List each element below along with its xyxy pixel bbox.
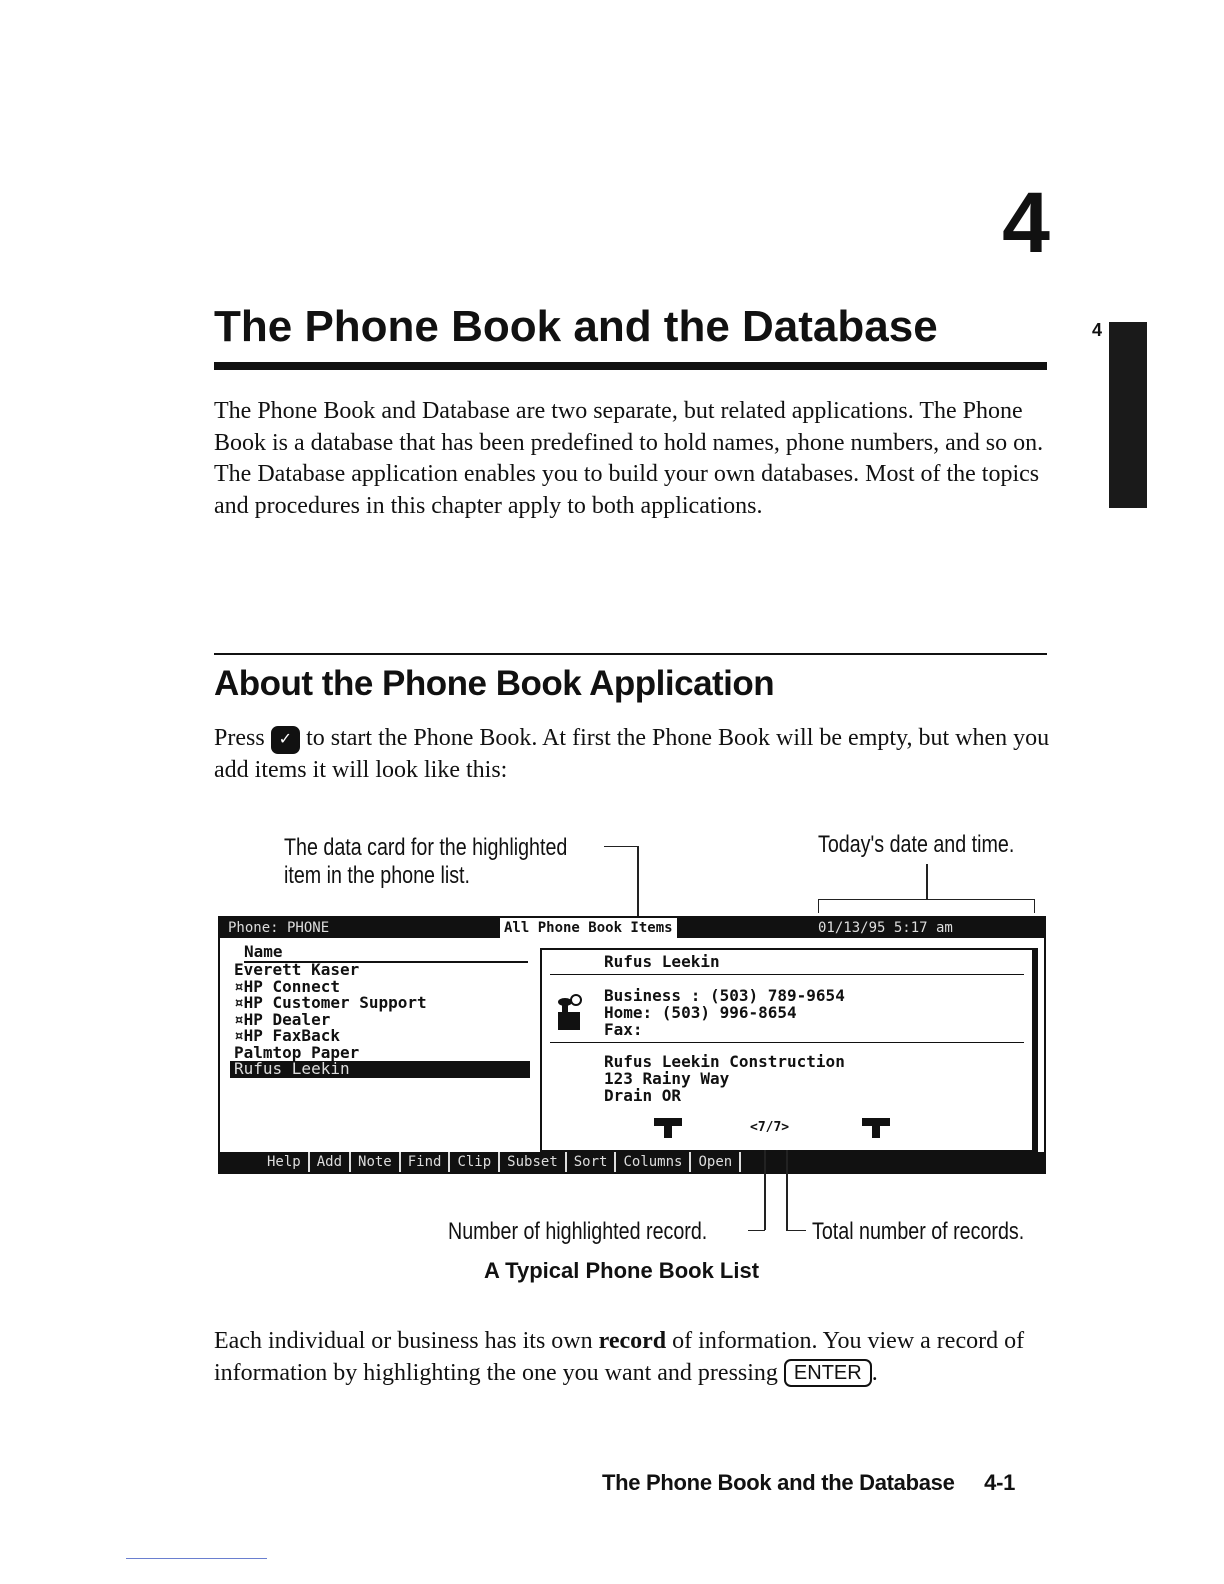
leader-date-h xyxy=(818,899,1034,900)
telephone-icon xyxy=(552,994,586,1034)
list-item[interactable]: Everett Kaser xyxy=(234,960,360,979)
figure-caption: A Typical Phone Book List xyxy=(484,1258,760,1283)
list-column-header: Name xyxy=(244,944,528,963)
chapter-thumb-tab xyxy=(1109,322,1147,508)
callout-data-card: The data card for the highlighted item in the phone list. xyxy=(284,834,568,889)
card-company: Rufus Leekin Construction xyxy=(604,1052,845,1071)
thumb-tab-number: 4 xyxy=(1092,320,1103,340)
intro-paragraph: The Phone Book and Database are two separate, but related applications. The Phone Book is a database that has been predefined to hold names, phone numbers, and so on. The Database application enables you to build your own databases. Most of the topics and procedures in this chapter apply to both applications. xyxy=(214,398,1044,519)
list-item[interactable]: ¤HP Connect xyxy=(234,976,340,996)
leader-date-right xyxy=(1034,899,1035,913)
section-rule xyxy=(214,653,1047,655)
footer-page-number: 4-1 xyxy=(984,1470,1016,1495)
list-item[interactable]: ¤HP Dealer xyxy=(234,1009,331,1029)
card-city: Drain OR xyxy=(604,1086,682,1105)
press-paragraph xyxy=(214,723,1054,786)
function-key-open[interactable]: Open xyxy=(691,1152,741,1172)
footer-rule xyxy=(126,1558,267,1559)
function-key-note[interactable]: Note xyxy=(351,1152,401,1172)
leader-total-h xyxy=(786,1230,806,1231)
title-rule xyxy=(214,362,1047,370)
record-term: record xyxy=(598,1328,667,1354)
record-suffix: of information. You view a record of information by highlighting the one you want and pressing xyxy=(214,1328,1025,1386)
screen-date-time: 01/13/95 5:17 am xyxy=(818,920,953,936)
leader-highlighted-v xyxy=(764,1150,766,1230)
function-key-find[interactable]: Find xyxy=(401,1152,451,1172)
leader-total-v xyxy=(786,1150,788,1230)
phone-book-key-icon: ✓ xyxy=(271,726,300,754)
callout-highlighted-record: Number of highlighted record. xyxy=(448,1218,708,1245)
page-footer xyxy=(602,1470,1015,1496)
record-paragraph xyxy=(214,1326,1054,1389)
leader-date-left xyxy=(818,899,819,913)
data-card xyxy=(540,948,1038,1156)
press-prefix: Press xyxy=(214,725,265,751)
footer-title: The Phone Book and the Database xyxy=(602,1470,955,1495)
list-item[interactable]: ¤HP Customer Support xyxy=(234,993,427,1012)
function-key-sort[interactable]: Sort xyxy=(567,1152,617,1172)
card-divider-2 xyxy=(550,1042,1024,1043)
press-suffix: to start the Phone Book. At first the Phone Book will be empty, but when you add items it will look like this: xyxy=(214,725,1050,783)
leader-date-v xyxy=(926,864,928,900)
list-item[interactable]: ¤HP FaxBack xyxy=(234,1026,340,1045)
phone-book-screen xyxy=(218,916,1046,1174)
function-key-bar xyxy=(220,1152,1044,1172)
card-street: 123 Rainy Way xyxy=(604,1069,730,1088)
screen-title-bar xyxy=(220,918,1044,938)
record-counter: <7/7> xyxy=(750,1120,790,1135)
scroll-right-icon xyxy=(860,1116,892,1140)
list-item[interactable]: Palmtop Paper xyxy=(234,1042,360,1062)
screen-subset-title: All Phone Book Items xyxy=(500,918,677,938)
callout-total-records: Total number of records. xyxy=(812,1218,1025,1245)
function-key-help[interactable]: Help xyxy=(260,1152,310,1172)
card-divider xyxy=(550,974,1024,975)
record-end: . xyxy=(871,1359,878,1386)
list-item[interactable]: Rufus Leekin xyxy=(230,1061,530,1078)
callout-date-time: Today's date and time. xyxy=(818,831,1015,858)
leader-data-card-h xyxy=(604,846,638,847)
card-fax: Fax: xyxy=(604,1020,643,1039)
screen-app-title: Phone: PHONE xyxy=(228,920,330,936)
chapter-title: The Phone Book and the Database xyxy=(214,302,938,351)
enter-key: ENTER xyxy=(784,1359,872,1387)
name-list xyxy=(230,962,530,1078)
record-prefix: Each individual or business has its own xyxy=(214,1328,593,1354)
card-name: Rufus Leekin xyxy=(604,952,720,971)
function-key-subset[interactable]: Subset xyxy=(500,1152,567,1172)
card-home-phone: Home: (503) 996-8654 xyxy=(604,1003,797,1022)
function-key-columns[interactable]: Columns xyxy=(616,1152,691,1172)
chapter-number: 4 xyxy=(1002,175,1050,271)
leader-highlighted-h xyxy=(748,1230,765,1231)
card-business-phone: Business : (503) 789-9654 xyxy=(604,986,845,1005)
function-key-add[interactable]: Add xyxy=(310,1152,351,1172)
function-key-clip[interactable]: Clip xyxy=(450,1152,500,1172)
section-title: About the Phone Book Application xyxy=(214,664,775,703)
scroll-left-icon xyxy=(652,1116,684,1140)
